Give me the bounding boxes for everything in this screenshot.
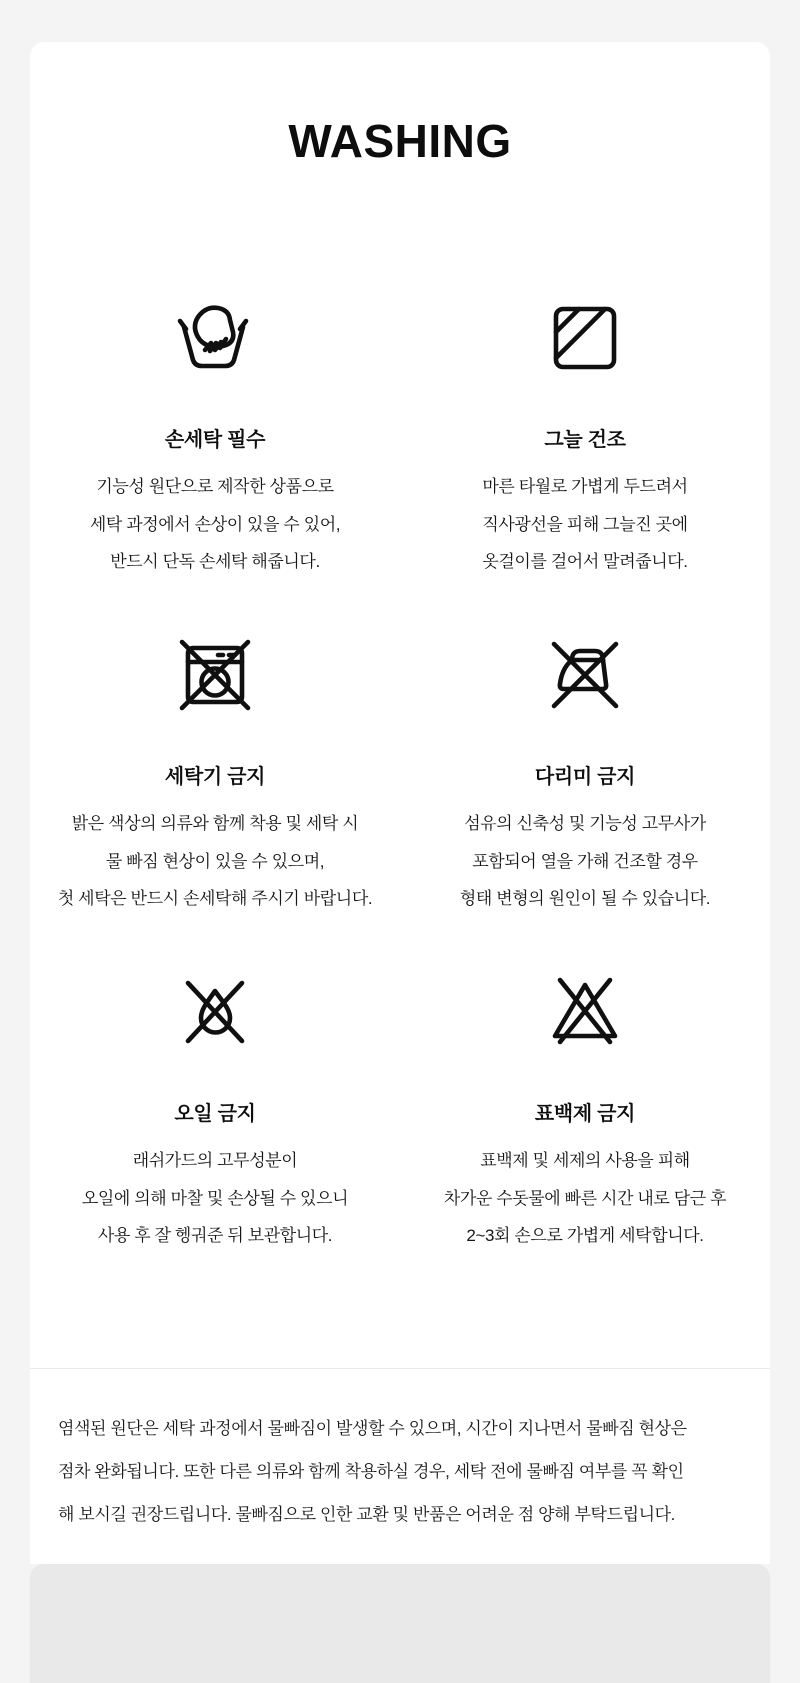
care-section-no-bleach	[400, 972, 770, 1309]
color-bleeding-notice	[30, 1368, 770, 1564]
no-bleach-icon	[545, 972, 625, 1052]
care-section-line: 세탁 과정에서 손상이 있을 수 있어,	[89, 514, 341, 534]
care-section-line: 옷걸이를 걸어서 말려줍니다.	[482, 552, 688, 571]
care-section-line: 사용 후 잘 헹궈준 뒤 보관합니다.	[97, 1226, 333, 1245]
shade-dry-icon	[545, 298, 625, 378]
care-section-line: 기능성 원단으로 제작한 상품으로	[96, 477, 334, 496]
notice-line: 해 보시길 권장드립니다. 물빠짐으로 인한 교환 및 반품은 어려운 점 양해 부탁드립니다.	[58, 1505, 675, 1524]
page-title: WASHING	[288, 115, 512, 167]
washing-guide-card	[30, 42, 770, 1368]
care-section-line: 섬유의 신축성 및 기능성 고무사가	[464, 814, 706, 833]
care-section-line: 표백제 및 세제의 사용을 피해	[480, 1151, 690, 1170]
care-section-no-machine-wash	[30, 635, 400, 972]
care-section-line: 형태 변형의 원인이 될 수 있습니다.	[459, 889, 711, 908]
care-section-heading: 세탁기 금지	[164, 766, 266, 788]
no-iron-icon	[545, 635, 625, 715]
hand-wash-icon	[175, 298, 255, 378]
care-symbol-grid	[30, 298, 770, 1309]
care-section-line: 반드시 단독 손세탁 해줍니다.	[110, 552, 320, 571]
care-section-line: 물 빠짐 현상이 있을 수 있으며,	[105, 851, 325, 871]
no-oil-icon	[175, 972, 255, 1052]
care-section-shade-dry	[400, 298, 770, 635]
care-section-line: 오일에 의해 마찰 및 손상될 수 있으니	[81, 1188, 349, 1208]
care-section-line: 밝은 색상의 의류와 함께 착용 및 세탁 시	[71, 814, 359, 833]
care-section-no-oil	[30, 972, 400, 1309]
care-section-heading: 다리미 금지	[534, 766, 636, 788]
care-section-line: 래쉬가드의 고무성분이	[132, 1151, 298, 1170]
care-section-line: 마른 타월로 가볍게 두드려서	[482, 477, 688, 496]
no-machine-wash-icon	[175, 635, 255, 715]
notice-line: 염색된 원단은 세탁 과정에서 물빠짐이 발생할 수 있으며, 시간이 지나면서 물빠짐 현상은	[58, 1419, 687, 1438]
care-section-line: 직사광선을 피해 그늘진 곳에	[482, 514, 688, 534]
care-section-heading: 손세탁 필수	[164, 429, 266, 451]
care-section-line: 포함되어 열을 가해 건조할 경우	[472, 851, 698, 871]
care-section-line: 차가운 수돗물에 빠른 시간 내로 담근 후	[443, 1188, 727, 1208]
care-section-line: 첫 세탁은 반드시 손세탁해 주시기 바랍니다.	[57, 889, 373, 908]
care-section-heading: 표백제 금지	[534, 1103, 636, 1125]
notice-line: 점차 완화됩니다. 또한 다른 의류와 함께 착용하실 경우, 세탁 전에 물빠짐 여부를 꼭 확인	[58, 1462, 684, 1481]
care-section-hand-wash	[30, 298, 400, 635]
care-section-heading: 오일 금지	[174, 1103, 256, 1125]
notice-paragraph	[30, 1369, 770, 1536]
next-section-block	[30, 1564, 770, 1683]
care-section-no-iron	[400, 635, 770, 972]
care-section-line: 2~3회 손으로 가볍게 세탁합니다.	[466, 1226, 704, 1245]
care-section-heading: 그늘 건조	[544, 429, 626, 451]
